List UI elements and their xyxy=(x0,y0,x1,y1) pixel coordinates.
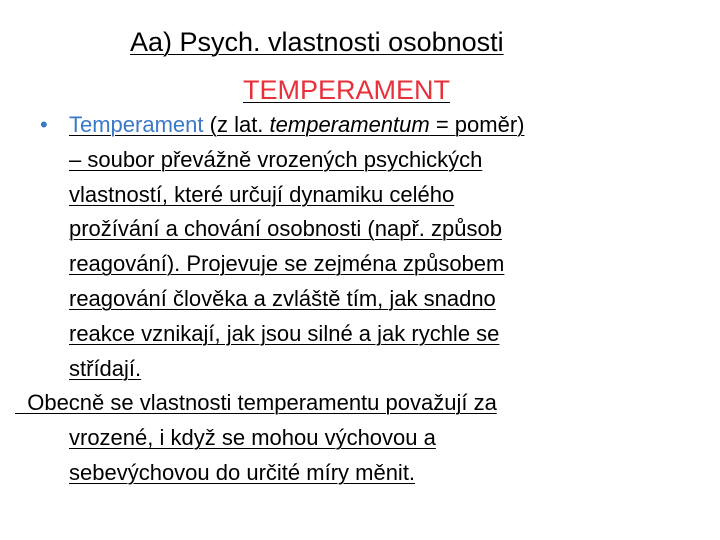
title-line-1 xyxy=(130,22,504,62)
bullet-line: střídají. xyxy=(69,355,142,381)
bullet-icon: • xyxy=(40,112,48,137)
paragraph-line: Obecně se vlastnosti temperamentu považují za xyxy=(15,390,497,416)
latin-suffix: = poměr) xyxy=(429,112,525,137)
title-line-2: TEMPERAMENT xyxy=(243,75,451,105)
bullet-line: vlastností, které určují dynamiku celého xyxy=(69,181,455,207)
bullet-line: reakce vznikají, jak jsou silné a jak rychle se xyxy=(69,320,500,346)
bullet-first-line xyxy=(69,108,689,143)
latin-term: temperamentum xyxy=(269,112,430,137)
slide-body xyxy=(0,108,720,491)
bullet-line: prožívání a chování osobnosti (např. způsob xyxy=(69,216,502,242)
bullet-line: reagování). Projevuje se zejména způsobem xyxy=(69,251,505,277)
second-paragraph xyxy=(0,386,689,490)
temperament-keyword: Temperament xyxy=(69,112,204,137)
paragraph-line: vrozené, i když se mohou výchovou a xyxy=(69,425,436,451)
bullet-line: – soubor převážně vrozených psychických xyxy=(69,146,483,172)
bullet-line: reagování člověka a zvláště tím, jak snadno xyxy=(69,285,496,311)
title-line-1-text: Aa) Psych. vlastnosti osobnosti xyxy=(130,27,504,57)
paragraph-line: sebevýchovou do určité míry měnit. xyxy=(69,459,416,485)
bullet-paragraph xyxy=(0,108,689,386)
latin-prefix: (z lat. xyxy=(203,112,270,137)
